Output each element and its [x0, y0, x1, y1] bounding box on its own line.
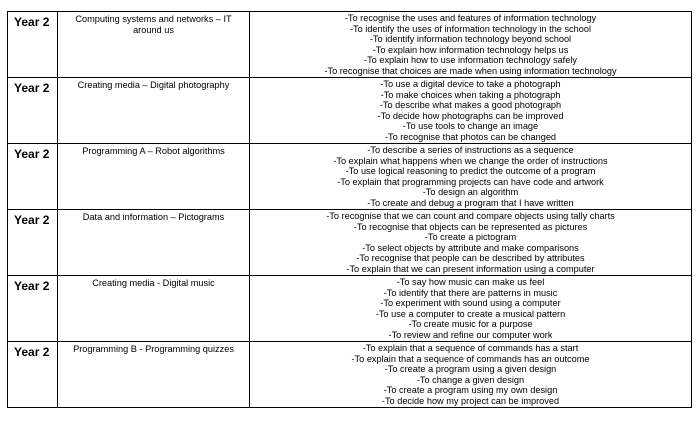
objective-item: -To use logical reasoning to predict the outcome of a program — [345, 166, 596, 177]
objective-item: -To explain how to use information technology safely — [364, 55, 577, 66]
objective-item: -To create a pictogram — [424, 232, 517, 243]
objectives-list — [252, 277, 689, 341]
year-cell: Year 2 — [8, 12, 58, 78]
objectives-cell — [250, 276, 692, 342]
objective-item: -To design an algorithm — [422, 187, 519, 198]
objective-item: -To create a program using a given design — [384, 364, 557, 375]
year-cell: Year 2 — [8, 276, 58, 342]
year-cell: Year 2 — [8, 342, 58, 408]
objective-item: -To identify information technology beyond school — [369, 34, 572, 45]
objective-item: -To experiment with sound using a computer — [380, 298, 561, 309]
objective-item: -To explain that a sequence of commands has a start — [362, 343, 579, 353]
unit-title-cell: Data and information – Pictograms — [58, 210, 250, 276]
unit-title-cell: Programming A – Robot algorithms — [58, 144, 250, 210]
objective-item: -To change a given design — [416, 374, 525, 385]
objective-item: -To describe a series of instructions as a sequence — [367, 145, 574, 155]
objectives-list — [252, 343, 689, 407]
objectives-cell — [250, 12, 692, 78]
objectives-list — [252, 211, 689, 275]
objective-item: -To decide how my project can be improved — [381, 395, 560, 406]
year-cell: Year 2 — [8, 210, 58, 276]
unit-title-cell: Creating media - Digital music — [58, 276, 250, 342]
table-row — [8, 276, 692, 342]
objective-item: -To explain that programming projects can have code and artwork — [337, 176, 604, 187]
objective-item: -To recognise the uses and features of information technology — [344, 13, 597, 23]
objective-item: -To explain that a sequence of commands has an outcome — [351, 353, 590, 364]
unit-title-cell: Computing systems and networks – IT around us — [58, 12, 250, 78]
objective-item: -To identify the uses of information technology in the school — [349, 23, 592, 34]
unit-title-cell: Creating media – Digital photography — [58, 78, 250, 144]
objective-item: -To use tools to change an image — [402, 121, 539, 132]
objectives-cell — [250, 144, 692, 210]
table-row — [8, 12, 692, 78]
objective-item: -To explain that we can present information using a computer — [346, 263, 595, 274]
objective-item: -To identify that there are patterns in music — [383, 287, 558, 298]
table-row — [8, 144, 692, 210]
objective-item: -To recognise that photos can be changed — [384, 131, 557, 142]
objective-item: -To decide how photographs can be improved — [377, 110, 564, 121]
objective-item: -To explain what happens when we change the order of instructions — [333, 155, 608, 166]
objective-item: -To create music for a purpose — [408, 319, 533, 330]
unit-title-cell: Programming B - Programming quizzes — [58, 342, 250, 408]
objectives-list — [252, 79, 689, 143]
objectives-cell — [250, 78, 692, 144]
table-row — [8, 342, 692, 408]
year-cell: Year 2 — [8, 144, 58, 210]
objective-item: -To select objects by attribute and make comparisons — [362, 242, 579, 253]
objectives-list — [252, 145, 689, 209]
table-row — [8, 78, 692, 144]
objective-item: -To create and debug a program that I have written — [367, 197, 574, 208]
objective-item: -To recognise that objects can be represented as pictures — [353, 221, 588, 232]
objective-item: -To say how music can make us feel — [396, 277, 545, 287]
objective-item: -To make choices when taking a photograph — [380, 89, 561, 100]
objective-item: -To describe what makes a good photograph — [379, 100, 562, 111]
curriculum-table — [7, 11, 692, 408]
objectives-cell — [250, 210, 692, 276]
objective-item: -To create a program using my own design — [383, 385, 558, 396]
year-cell: Year 2 — [8, 78, 58, 144]
objective-item: -To use a digital device to take a photograph — [380, 79, 561, 89]
objective-item: -To recognise that people can be described by attributes — [356, 253, 585, 264]
objective-item: -To use a computer to create a musical pattern — [375, 308, 566, 319]
objective-item: -To explain how information technology helps us — [372, 44, 569, 55]
objective-item: -To review and refine our computer work — [388, 329, 553, 340]
objective-item: -To recognise that we can count and compare objects using tally charts — [326, 211, 615, 221]
objectives-cell — [250, 342, 692, 408]
table-body — [8, 12, 692, 408]
objective-item: -To recognise that choices are made when using information technology — [324, 65, 617, 76]
objectives-list — [252, 13, 689, 77]
table-row — [8, 210, 692, 276]
